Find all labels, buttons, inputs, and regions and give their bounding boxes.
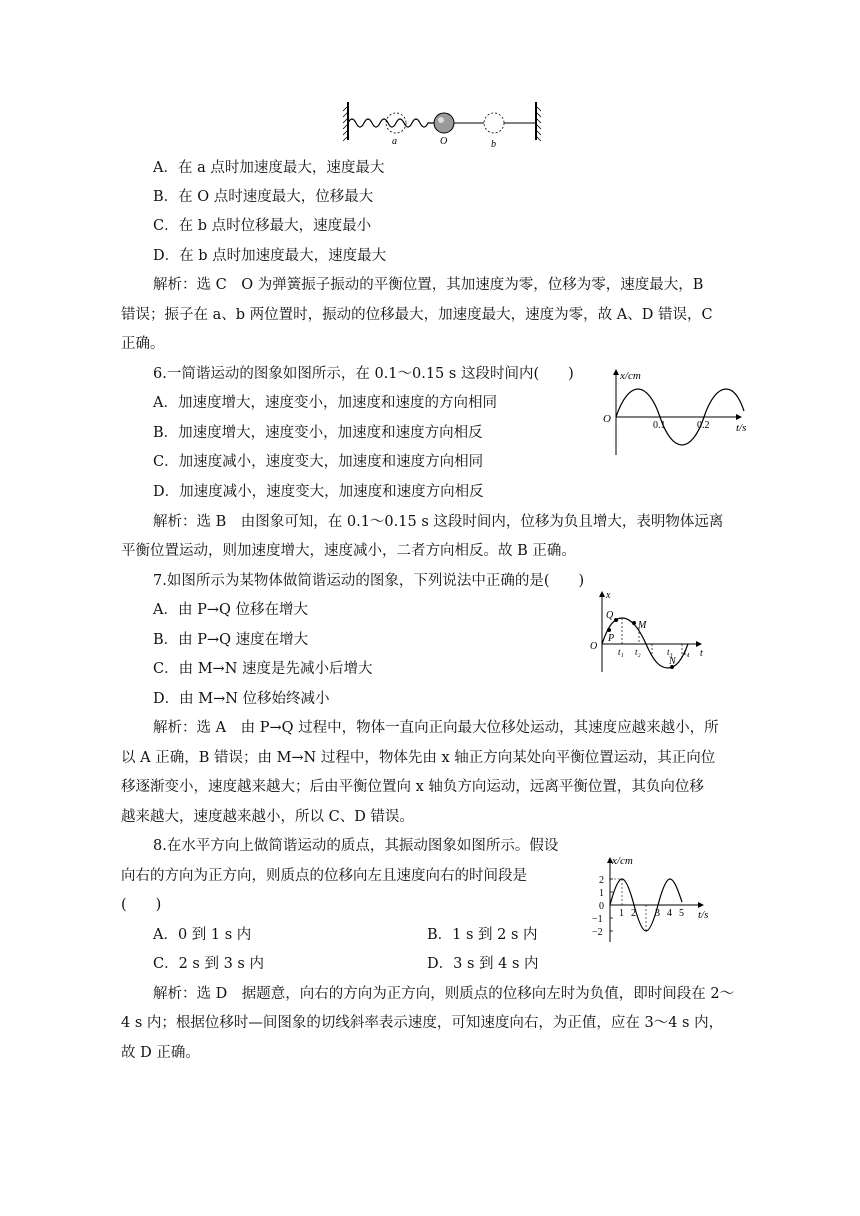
q6-tick-0.2: 0.2: [697, 420, 710, 431]
q8-ytick-neg1: −1: [592, 914, 603, 925]
q7-analysis-line-1: 解析：选 A 由 P→Q 过程中，物体一直向正向最大位移处运动，其速度应越来越小，所: [153, 720, 719, 736]
q6-y-axis-label: x/cm: [620, 370, 641, 382]
q7-origin-label: O: [590, 641, 598, 652]
q7-point-N: N: [669, 656, 676, 667]
q8-option-a: A．0 到 1 s 内: [153, 927, 252, 943]
q8-ytick-neg2: −2: [592, 927, 603, 938]
q8-analysis-line-2: 4 s 内；根据位移时—间图象的切线斜率表示速度，可知速度向右，为正值，应在 3～4 s 内，: [121, 1015, 724, 1031]
q5-option-d: D．在 b 点时加速度最大，速度最大: [153, 248, 387, 264]
q7-analysis-line-4: 越来越大，速度越来越小，所以 C、D 错误。: [121, 809, 414, 825]
q7-point-P: P: [608, 633, 615, 644]
q8-analysis-line-3: 故 D 正确。: [121, 1045, 200, 1061]
q5-analysis-line-2: 错误；振子在 a、b 两位置时，振动的位移最大，加速度最大，速度为零，故 A、D 错误，C: [121, 307, 713, 323]
q7-x-axis-label: t: [700, 648, 703, 659]
q7-tick-t4: t₄: [684, 647, 690, 657]
q5-option-a: A．在 a 点时加速度最大，速度最大: [153, 160, 385, 176]
q6-option-d: D．加速度减小，速度变大，加速度和速度方向相反: [153, 484, 484, 500]
q7-point-M: M: [638, 620, 647, 631]
q5-analysis-line-1: 解析：选 C O 为弹簧振子振动的平衡位置，其加速度为零，位移为零，速度最大，B: [153, 277, 704, 293]
q8-ytick-0: 0: [599, 901, 604, 912]
q6-origin-label: O: [603, 413, 611, 425]
q8-x-axis-label: t/s: [698, 909, 709, 921]
q7-stem: 7.如图所示为某物体做简谐运动的图象，下列说法中正确的是( ): [153, 573, 585, 589]
q8-option-d: D．3 s 到 4 s 内: [427, 956, 539, 972]
q7-analysis-line-3: 移逐渐变小，速度越来越大；后由平衡位置向 x 轴负方向运动，远离平衡位置，其负向位移: [121, 779, 704, 795]
q7-tick-t1: t₁: [618, 647, 624, 657]
q8-stem-line-1: 8.在水平方向上做简谐运动的质点，其振动图象如图所示。假设: [153, 838, 559, 854]
q8-ytick-2: 2: [599, 875, 604, 886]
q7-tick-t3: t₃: [667, 647, 673, 657]
q8-xtick-2: 2: [631, 908, 636, 919]
q8-stem-line-2: 向右的方向为正方向，则质点的位移向左且速度向右的时间段是: [121, 868, 527, 884]
q8-xtick-3: 3: [655, 908, 660, 919]
q8-y-axis-label: x/cm: [612, 855, 633, 867]
q6-tick-0.1: 0.1: [653, 420, 666, 431]
q7-option-a: A．由 P→Q 位移在增大: [153, 602, 308, 618]
q8-option-b: B．1 s 到 2 s 内: [427, 927, 538, 943]
q7-tick-t2: t₂: [635, 647, 641, 657]
q8-sine-graph: [588, 852, 718, 944]
q5-analysis-line-3: 正确。: [121, 336, 165, 352]
q8-xtick-4: 4: [667, 908, 672, 919]
q6-analysis-line-1: 解析：选 B 由图象可知，在 0.1～0.15 s 这段时间内，位移为负且增大，表明物体远离: [153, 514, 724, 530]
q6-x-axis-label: t/s: [736, 422, 747, 434]
q5-option-b: B．在 O 点时速度最大，位移最大: [153, 189, 374, 205]
q6-sine-graph: [598, 365, 758, 465]
q7-option-b: B．由 P→Q 速度在增大: [153, 632, 309, 648]
q6-option-b: B．加速度增大，速度变小，加速度和速度方向相反: [153, 425, 483, 441]
q6-stem: 6.一简谐运动的图象如图所示，在 0.1～0.15 s 这段时间内( ): [153, 366, 574, 382]
q6-option-c: C．加速度减小，速度变大，加速度和速度方向相同: [153, 454, 484, 470]
spring-oscillator-figure: [340, 98, 550, 150]
q7-point-Q: Q: [606, 610, 614, 621]
q7-y-axis-label: x: [606, 590, 611, 601]
q8-ytick-1: 1: [599, 888, 604, 899]
q7-option-d: D．由 M→N 位移始终减小: [153, 691, 330, 707]
q8-xtick-1: 1: [619, 908, 624, 919]
q7-option-c: C．由 M→N 速度是先减小后增大: [153, 661, 373, 677]
q6-option-a: A．加速度增大，速度变小，加速度和速度的方向相同: [153, 395, 497, 411]
q8-analysis-line-1: 解析：选 D 据题意，向右的方向为正方向，则质点的位移向左时为负值，即时间段在 2～: [153, 986, 735, 1002]
q8-xtick-5: 5: [679, 908, 684, 919]
q6-analysis-line-2: 平衡位置运动，则加速度增大，速度减小，二者方向相反。故 B 正确。: [121, 543, 576, 559]
label-b: b: [491, 139, 496, 150]
label-O: O: [440, 136, 448, 147]
q7-sine-graph: [588, 588, 712, 674]
label-a: a: [392, 136, 397, 147]
q8-stem-line-3: ( ): [121, 897, 162, 913]
q5-option-c: C．在 b 点时位移最大，速度最小: [153, 218, 372, 234]
q8-option-c: C．2 s 到 3 s 内: [153, 956, 264, 972]
q7-analysis-line-2: 以 A 正确，B 错误；由 M→N 过程中，物体先由 x 轴正方向某处向平衡位置运动，其正向位: [121, 750, 716, 766]
